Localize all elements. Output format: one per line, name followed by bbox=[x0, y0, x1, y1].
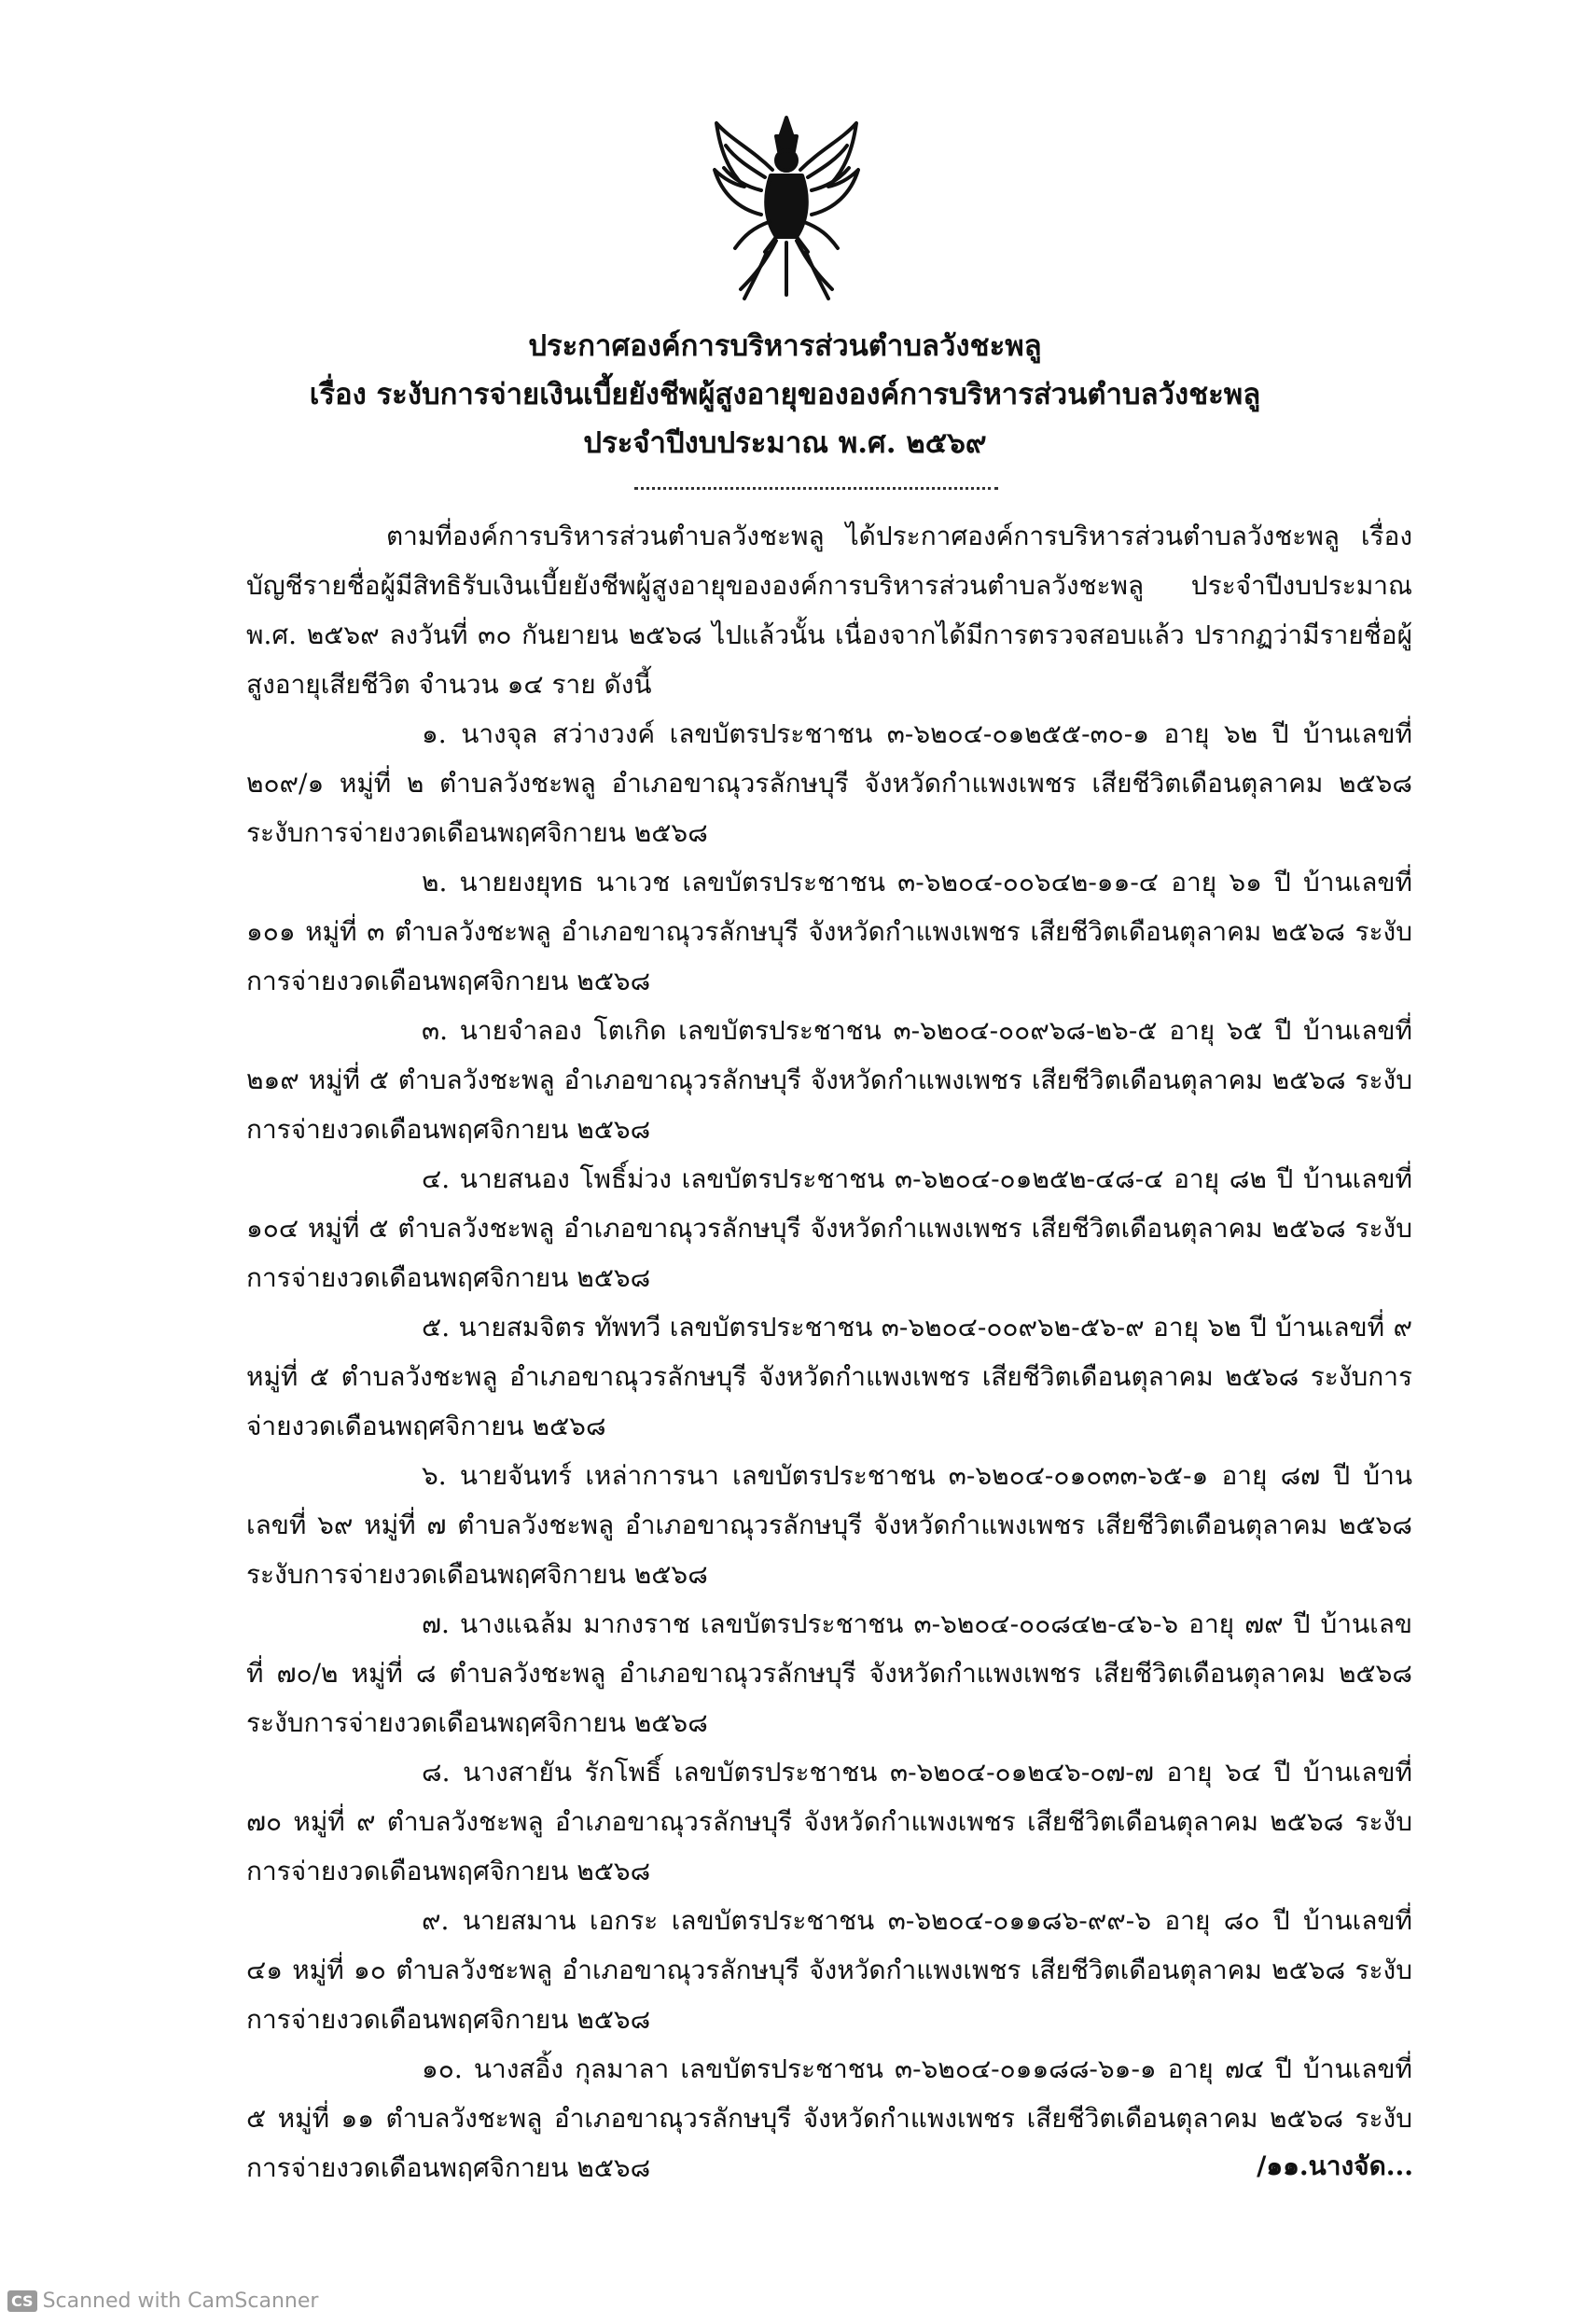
intro-paragraph: ตามที่องค์การบริหารส่วนตำบลวังชะพลู ได้ประกาศองค์การบริหารส่วนตำบลวังชะพลู เรื่อง บัญชีรายชื่อผู้มีสิทธิรับเงินเบี้ยยังชีพผู้สูงอายุขององค์การบริหารส่วนตำบลวังชะพลู ประจำปีงบประมาณ พ.ศ. ๒๕๖๙ ลงวันที่ ๓๐ กันยายน ๒๕๖๘ ไปแล้วนั้น เนื่องจากได้มีการตรวจสอบแล้ว ปรากฏว่ามีรายชื่อผู้สูงอายุเสียชีวิต จำนวน ๑๔ ราย ดังนี้ bbox=[246, 521, 1412, 700]
announcement-subject: เรื่อง ระงับการจ่ายเงินเบี้ยยังชีพผู้สูงอายุขององค์การบริหารส่วนตำบลวังชะพลู bbox=[309, 378, 1261, 411]
list-item: ๘. นางสายัน รักโพธิ์ เลขบัตรประชาชน ๓-๖๒๐๔-๐๑๒๔๖-๐๗-๗ อายุ ๖๔ ปี บ้านเลขที่ ๗๐ หมู่ที่ ๙ ตำบลวังชะพลู อำเภอขาณุวรลักษบุรี จังหวัดกำแพงเพชร เสียชีวิตเดือนตุลาคม ๒๕๖๘ ระงับการจ่ายงวดเดือนพฤศจิกายน ๒๕๖๘ bbox=[246, 1757, 1412, 1886]
list-item: ๖. นายจันทร์ เหล่าการนา เลขบัตรประชาชน ๓-๖๒๐๔-๐๑๐๓๓-๖๕-๑ อายุ ๘๗ ปี บ้านเลขที่ ๖๙ หมู่ที่ ๗ ตำบลวังชะพลู อำเภอขาณุวรลักษบุรี จังหวัดกำแพงเพชร เสียชีวิตเดือนตุลาคม ๒๕๖๘ ระงับการจ่ายงวดเดือนพฤศจิกายน ๒๕๖๘ bbox=[246, 1460, 1412, 1590]
list-item: ๑๐. นางสอิ้ง กุลมาลา เลขบัตรประชาชน ๓-๖๒๐๔-๐๑๑๘๘-๖๑-๑ อายุ ๗๔ ปี บ้านเลขที่ ๕ หมู่ที่ ๑๑ ตำบลวังชะพลู อำเภอขาณุวรลักษบุรี จังหวัดกำแพงเพชร เสียชีวิตเดือนตุลาคม ๒๕๖๘ ระงับการจ่ายงวดเดือนพฤศจิกายน ๒๕๖๘ bbox=[246, 2053, 1412, 2183]
announcement-title: ประกาศองค์การบริหารส่วนตำบลวังชะพลู bbox=[528, 329, 1042, 363]
list-item: ๙. นายสมาน เอกระ เลขบัตรประชาชน ๓-๖๒๐๔-๐๑๑๘๖-๙๙-๖ อายุ ๘๐ ปี บ้านเลขที่ ๔๑ หมู่ที่ ๑๐ ตำบลวังชะพลู อำเภอขาณุวรลักษบุรี จังหวัดกำแพงเพชร เสียชีวิตเดือนตุลาคม ๒๕๖๘ ระงับการจ่ายงวดเดือนพฤศจิกายน ๒๕๖๘ bbox=[246, 1905, 1412, 2035]
list-item: ๓. นายจำลอง โตเกิด เลขบัตรประชาชน ๓-๖๒๐๔-๐๐๙๖๘-๒๖-๕ อายุ ๖๕ ปี บ้านเลขที่ ๒๑๙ หมู่ที่ ๕ ตำบลวังชะพลู อำเภอขาณุวรลักษบุรี จังหวัดกำแพงเพชร เสียชีวิตเดือนตุลาคม ๒๕๖๘ ระงับการจ่ายงวดเดือนพฤศจิกายน ๒๕๖๘ bbox=[246, 1015, 1412, 1145]
scanner-watermark-text: Scanned with CamScanner bbox=[42, 2289, 319, 2313]
garuda-emblem-icon bbox=[707, 112, 866, 308]
dotted-divider bbox=[634, 487, 998, 490]
announcement-fiscal-year: ประจำปีงบประมาณ พ.ศ. ๒๕๖๙ bbox=[583, 426, 987, 460]
camscanner-logo-icon: CS bbox=[7, 2290, 37, 2312]
list-item: ๒. นายยงยุทธ นาเวช เลขบัตรประชาชน ๓-๖๒๐๔-๐๐๖๔๒-๑๑-๔ อายุ ๖๑ ปี บ้านเลขที่ ๑๐๑ หมู่ที่ ๓ ตำบลวังชะพลู อำเภอขาณุวรลักษบุรี จังหวัดกำแพงเพชร เสียชีวิตเดือนตุลาคม ๒๕๖๘ ระงับการจ่ายงวดเดือนพฤศจิกายน ๒๕๖๘ bbox=[246, 867, 1412, 996]
list-item: ๗. นางแฉล้ม มากงราช เลขบัตรประชาชน ๓-๖๒๐๔-๐๐๘๔๒-๔๖-๖ อายุ ๗๙ ปี บ้านเลขที่ ๗๐/๒ หมู่ที่ ๘ ตำบลวังชะพลู อำเภอขาณุวรลักษบุรี จังหวัดกำแพงเพชร เสียชีวิตเดือนตุลาคม ๒๕๖๘ ระงับการจ่ายงวดเดือนพฤศจิกายน ๒๕๖๘ bbox=[246, 1608, 1412, 1738]
announcement-body bbox=[246, 511, 1412, 2192]
list-item: ๔. นายสนอง โพธิ์ม่วง เลขบัตรประชาชน ๓-๖๒๐๔-๐๑๒๕๒-๔๘-๔ อายุ ๘๒ ปี บ้านเลขที่ ๑๐๔ หมู่ที่ ๕ ตำบลวังชะพลู อำเภอขาณุวรลักษบุรี จังหวัดกำแพงเพชร เสียชีวิตเดือนตุลาคม ๒๕๖๘ ระงับการจ่ายงวดเดือนพฤศจิกายน ๒๕๖๘ bbox=[246, 1163, 1412, 1293]
list-item: ๕. นายสมจิตร ทัพทวี เลขบัตรประชาชน ๓-๖๒๐๔-๐๐๙๖๒-๕๖-๙ อายุ ๖๒ ปี บ้านเลขที่ ๙ หมู่ที่ ๕ ตำบลวังชะพลู อำเภอขาณุวรลักษบุรี จังหวัดกำแพงเพชร เสียชีวิตเดือนตุลาคม ๒๕๖๘ ระงับการจ่ายงวดเดือนพฤศจิกายน ๒๕๖๘ bbox=[246, 1312, 1412, 1441]
continuation-marker: /๑๑.นางจัด... bbox=[1257, 2150, 1413, 2181]
scanner-watermark bbox=[7, 2289, 318, 2313]
list-item: ๑. นางจุล สว่างวงค์ เลขบัตรประชาชน ๓-๖๒๐๔-๐๑๒๕๕-๓๐-๑ อายุ ๖๒ ปี บ้านเลขที่ ๒๐๙/๑ หมู่ที่ ๒ ตำบลวังชะพลู อำเภอขาณุวรลักษบุรี จังหวัดกำแพงเพชร เสียชีวิตเดือนตุลาคม ๒๕๖๘ ระงับการจ่ายงวดเดือนพฤศจิกายน ๒๕๖๘ bbox=[246, 718, 1412, 848]
